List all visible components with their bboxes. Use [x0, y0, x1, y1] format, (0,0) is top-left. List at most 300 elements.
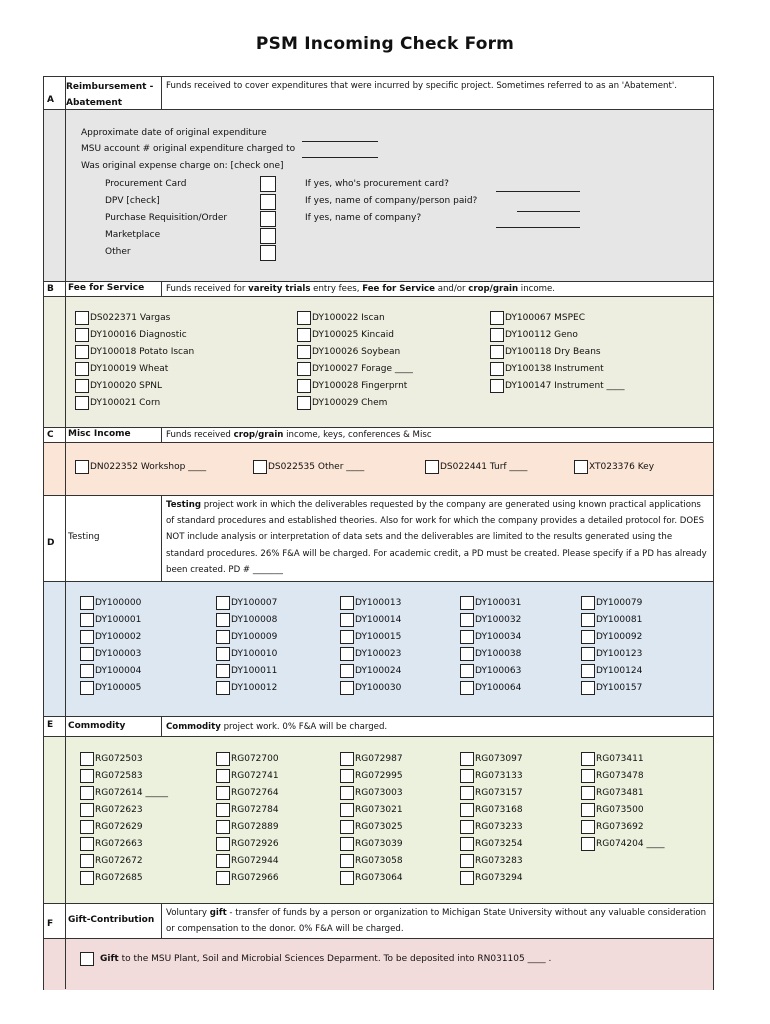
commodity-checkbox[interactable]	[340, 803, 354, 817]
commodity-code-label: RG072926	[231, 839, 279, 849]
question-dpv: If yes, name of company/person paid?	[305, 196, 478, 206]
testing-checkbox-item[interactable]	[340, 613, 401, 627]
fee-for-service-checkbox-item[interactable]	[490, 311, 585, 325]
commodity-checkbox-item[interactable]	[80, 854, 143, 868]
fee-for-service-checkbox[interactable]	[490, 379, 504, 393]
commodity-checkbox-item[interactable]	[460, 837, 523, 851]
commodity-checkbox-item[interactable]	[460, 803, 523, 817]
testing-checkbox-item[interactable]	[460, 596, 521, 610]
commodity-code-label: RG073021	[355, 805, 403, 815]
fee-for-service-checkbox[interactable]	[490, 345, 504, 359]
misc-income-checkbox[interactable]	[425, 460, 439, 474]
commodity-checkbox-item[interactable]	[216, 769, 279, 783]
fee-for-service-checkbox[interactable]	[297, 311, 311, 325]
commodity-checkbox-item[interactable]	[460, 752, 523, 766]
section-f-desc-bold: gift	[209, 908, 227, 918]
testing-checkbox-item[interactable]	[460, 613, 521, 627]
commodity-checkbox-item[interactable]	[80, 769, 143, 783]
testing-checkbox-item[interactable]	[581, 681, 642, 695]
commodity-code-label: RG072889	[231, 822, 279, 832]
commodity-checkbox-item[interactable]	[216, 803, 279, 817]
fee-for-service-checkbox[interactable]	[297, 396, 311, 410]
commodity-checkbox[interactable]	[581, 803, 595, 817]
commodity-checkbox[interactable]	[581, 820, 595, 834]
commodity-checkbox[interactable]	[340, 854, 354, 868]
commodity-checkbox-item[interactable]	[80, 752, 143, 766]
section-e-header	[44, 717, 713, 737]
testing-code-label: DY100002	[95, 632, 142, 642]
section-letter-a: A	[47, 95, 54, 105]
fee-for-service-checkbox[interactable]	[490, 328, 504, 342]
fee-for-service-checkbox-item[interactable]	[75, 311, 170, 325]
testing-checkbox-item[interactable]	[216, 647, 277, 661]
testing-code-label: DY100011	[231, 666, 278, 676]
commodity-checkbox-item[interactable]	[581, 837, 664, 851]
commodity-code-label: RG072741	[231, 771, 279, 781]
commodity-checkbox[interactable]	[216, 786, 230, 800]
commodity-checkbox[interactable]	[216, 837, 230, 851]
fee-for-service-checkbox-item[interactable]	[75, 362, 168, 376]
fee-for-service-checkbox[interactable]	[297, 345, 311, 359]
testing-checkbox[interactable]	[80, 613, 94, 627]
commodity-checkbox[interactable]	[80, 820, 94, 834]
fee-for-service-checkbox-item[interactable]	[490, 345, 601, 359]
form-title: PSM Incoming Check Form	[255, 34, 515, 54]
gift-checkbox[interactable]	[80, 952, 94, 966]
testing-checkbox-item[interactable]	[460, 681, 521, 695]
testing-checkbox-item[interactable]	[216, 681, 277, 695]
commodity-checkbox-item[interactable]	[216, 854, 279, 868]
testing-checkbox[interactable]	[460, 647, 474, 661]
testing-checkbox[interactable]	[216, 613, 230, 627]
testing-checkbox[interactable]	[340, 596, 354, 610]
testing-checkbox-item[interactable]	[216, 664, 277, 678]
testing-code-label: DY100081	[596, 615, 643, 625]
section-e-desc: project work. 0% F&A will be charged.	[220, 722, 388, 732]
fee-for-service-checkbox[interactable]	[75, 311, 89, 325]
commodity-checkbox-item[interactable]	[216, 837, 279, 851]
section-letter-column	[44, 77, 66, 989]
fee-for-service-checkbox-item[interactable]	[75, 345, 194, 359]
testing-checkbox-item[interactable]	[581, 596, 642, 610]
testing-checkbox[interactable]	[581, 647, 595, 661]
testing-checkbox[interactable]	[581, 613, 595, 627]
section-b-desc-bold-2: Fee for Service	[362, 284, 435, 294]
section-f-desc-1: Voluntary	[166, 908, 210, 918]
section-d-header	[44, 496, 713, 582]
testing-code-label: DY100014	[355, 615, 402, 625]
testing-checkbox-item[interactable]	[80, 664, 141, 678]
section-a-label-line2: Abatement	[66, 98, 123, 108]
approx-date-field[interactable]	[302, 141, 378, 142]
section-d-body	[44, 582, 713, 717]
commodity-checkbox[interactable]	[460, 769, 474, 783]
fee-for-service-checkbox-item[interactable]	[297, 311, 385, 325]
commodity-checkbox-item[interactable]	[581, 769, 644, 783]
testing-checkbox-item[interactable]	[80, 630, 141, 644]
commodity-code-label: RG073692	[596, 822, 644, 832]
testing-checkbox[interactable]	[216, 681, 230, 695]
commodity-checkbox[interactable]	[581, 837, 595, 851]
testing-checkbox-item[interactable]	[80, 596, 141, 610]
testing-checkbox-item[interactable]	[581, 630, 642, 644]
testing-checkbox-item[interactable]	[80, 613, 141, 627]
testing-checkbox-item[interactable]	[80, 647, 141, 661]
commodity-code-label: RG072685	[95, 873, 143, 883]
testing-checkbox[interactable]	[340, 630, 354, 644]
testing-code-label: DY100157	[596, 683, 643, 693]
fee-for-service-checkbox-item[interactable]	[297, 396, 387, 410]
testing-checkbox[interactable]	[80, 664, 94, 678]
gift-bold: Gift	[100, 954, 119, 964]
commodity-checkbox-item[interactable]	[340, 837, 403, 851]
fee-for-service-checkbox[interactable]	[75, 328, 89, 342]
commodity-checkbox[interactable]	[581, 769, 595, 783]
commodity-checkbox[interactable]	[80, 803, 94, 817]
section-f-description	[161, 904, 713, 938]
testing-checkbox-item[interactable]	[581, 647, 642, 661]
commodity-checkbox[interactable]	[340, 769, 354, 783]
testing-code-label: DY100032	[475, 615, 522, 625]
misc-income-code-label: DS022441 Turf ____	[440, 462, 528, 472]
testing-checkbox[interactable]	[581, 596, 595, 610]
commodity-code-label: RG073097	[475, 754, 523, 764]
section-c-label: Misc Income	[68, 429, 131, 439]
commodity-checkbox-item[interactable]	[460, 786, 523, 800]
testing-checkbox-item[interactable]	[340, 630, 401, 644]
commodity-checkbox[interactable]	[80, 786, 94, 800]
testing-checkbox-item[interactable]	[216, 630, 277, 644]
commodity-checkbox[interactable]	[460, 803, 474, 817]
testing-checkbox[interactable]	[80, 647, 94, 661]
other-checkbox[interactable]	[260, 245, 276, 261]
testing-checkbox[interactable]	[460, 630, 474, 644]
testing-checkbox[interactable]	[460, 681, 474, 695]
commodity-checkbox[interactable]	[340, 871, 354, 885]
testing-checkbox-item[interactable]	[460, 664, 521, 678]
dpv-answer-field[interactable]	[517, 211, 580, 212]
section-c-desc-2: income, keys, conferences & Misc	[283, 430, 432, 440]
commodity-code-label: RG072503	[95, 754, 143, 764]
commodity-checkbox-item[interactable]	[216, 820, 279, 834]
commodity-code-label: RG072629	[95, 822, 143, 832]
gift-text	[100, 954, 551, 964]
commodity-checkbox-item[interactable]	[216, 786, 279, 800]
commodity-checkbox[interactable]	[460, 871, 474, 885]
commodity-checkbox[interactable]	[340, 786, 354, 800]
commodity-code-label: RG072614 _____	[95, 788, 168, 798]
commodity-checkbox[interactable]	[216, 854, 230, 868]
section-b-body	[44, 297, 713, 428]
fee-for-service-checkbox[interactable]	[75, 362, 89, 376]
fee-for-service-checkbox-item[interactable]	[297, 362, 413, 376]
section-c-body	[44, 443, 713, 496]
commodity-code-label: RG072944	[231, 856, 279, 866]
misc-income-checkbox[interactable]	[75, 460, 89, 474]
section-a-label-line1: Reimbursement -	[66, 82, 154, 92]
commodity-code-label: RG072764	[231, 788, 279, 798]
testing-checkbox[interactable]	[216, 647, 230, 661]
commodity-checkbox-item[interactable]	[340, 803, 403, 817]
testing-code-label: DY100012	[231, 683, 278, 693]
commodity-code-label: RG072623	[95, 805, 143, 815]
testing-code-label: DY100079	[596, 598, 643, 608]
fee-for-service-code-label: DY100029 Chem	[312, 398, 388, 408]
section-b-desc-4: income.	[518, 284, 556, 294]
testing-checkbox[interactable]	[216, 596, 230, 610]
commodity-checkbox[interactable]	[460, 752, 474, 766]
commodity-checkbox-item[interactable]	[460, 854, 523, 868]
testing-checkbox-item[interactable]	[80, 681, 141, 695]
commodity-checkbox-item[interactable]	[460, 769, 523, 783]
commodity-checkbox[interactable]	[460, 837, 474, 851]
testing-code-label: DY100031	[475, 598, 522, 608]
option-marketplace: Marketplace	[105, 230, 161, 240]
option-dpv: DPV [check]	[105, 196, 160, 206]
msu-account-label: MSU account # original expenditure charged to	[81, 144, 296, 154]
commodity-checkbox[interactable]	[216, 803, 230, 817]
section-d-desc: project work in which the deliverables requested by the company are generated using known practical applications of standard procedures and established theories. Also for work for which the company provides a detailed protocol for. DOES NOT include analysis or interpretation of data sets and the deliverables are limited to the results generated using the standard procedures. 26% F&A will be charged. For academic credit, a PD must be created. Please specify if a PD has already been created. PD # _______	[166, 500, 707, 575]
section-b-header	[44, 282, 713, 297]
option-other: Other	[105, 247, 131, 257]
fee-for-service-checkbox-item[interactable]	[490, 379, 625, 393]
testing-checkbox-item[interactable]	[340, 681, 401, 695]
testing-checkbox[interactable]	[216, 664, 230, 678]
commodity-code-label: RG073283	[475, 856, 523, 866]
testing-code-label: DY100038	[475, 649, 522, 659]
section-f-label: Gift-Contribution	[68, 915, 155, 925]
section-letter-b: B	[47, 284, 54, 294]
commodity-checkbox[interactable]	[340, 752, 354, 766]
testing-checkbox[interactable]	[460, 613, 474, 627]
commodity-checkbox[interactable]	[340, 820, 354, 834]
fee-for-service-code-label: DY100022 Iscan	[312, 313, 385, 323]
commodity-checkbox-item[interactable]	[581, 786, 644, 800]
commodity-checkbox[interactable]	[80, 854, 94, 868]
misc-income-code-label: DS022535 Other ____	[268, 462, 365, 472]
msu-account-field[interactable]	[302, 157, 378, 158]
fee-for-service-checkbox-item[interactable]	[75, 328, 187, 342]
testing-checkbox-item[interactable]	[581, 613, 642, 627]
misc-income-checkbox-item[interactable]	[75, 460, 206, 474]
testing-checkbox[interactable]	[581, 630, 595, 644]
fee-for-service-checkbox[interactable]	[75, 379, 89, 393]
commodity-checkbox[interactable]	[460, 786, 474, 800]
section-b-description	[161, 282, 713, 296]
fee-for-service-checkbox-item[interactable]	[490, 328, 578, 342]
fee-for-service-checkbox[interactable]	[75, 345, 89, 359]
commodity-code-label: RG073133	[475, 771, 523, 781]
commodity-checkbox[interactable]	[581, 752, 595, 766]
fee-for-service-code-label: DY100112 Geno	[505, 330, 578, 340]
commodity-checkbox-item[interactable]	[80, 837, 143, 851]
fee-for-service-checkbox-item[interactable]	[75, 396, 160, 410]
commodity-checkbox[interactable]	[216, 871, 230, 885]
commodity-checkbox-item[interactable]	[340, 854, 403, 868]
section-letter-f: F	[47, 919, 54, 929]
section-c-desc-1: Funds received	[166, 430, 234, 440]
fee-for-service-checkbox[interactable]	[297, 362, 311, 376]
commodity-checkbox-item[interactable]	[216, 752, 279, 766]
fee-for-service-code-label: DY100019 Wheat	[90, 364, 169, 374]
testing-code-label: DY100063	[475, 666, 522, 676]
commodity-checkbox[interactable]	[460, 854, 474, 868]
purchase-requisition-checkbox[interactable]	[260, 211, 276, 227]
misc-income-code-label: XT023376 Key	[589, 462, 655, 472]
commodity-checkbox-item[interactable]	[340, 752, 403, 766]
commodity-checkbox[interactable]	[460, 820, 474, 834]
commodity-code-label: RG073294	[475, 873, 523, 883]
section-b-desc-2: entry fees,	[310, 284, 363, 294]
commodity-code-label: RG072672	[95, 856, 143, 866]
commodity-checkbox[interactable]	[581, 786, 595, 800]
commodity-checkbox-item[interactable]	[460, 820, 523, 834]
commodity-code-label: RG073478	[596, 771, 644, 781]
testing-checkbox[interactable]	[581, 664, 595, 678]
commodity-checkbox[interactable]	[340, 837, 354, 851]
commodity-checkbox-item[interactable]	[340, 820, 403, 834]
fee-for-service-code-label: DY100018 Potato Iscan	[90, 347, 195, 357]
fee-for-service-checkbox[interactable]	[490, 311, 504, 325]
testing-code-label: DY100007	[231, 598, 278, 608]
testing-checkbox[interactable]	[340, 681, 354, 695]
testing-code-label: DY100005	[95, 683, 142, 693]
commodity-code-label: RG072700	[231, 754, 279, 764]
testing-checkbox[interactable]	[80, 681, 94, 695]
dpv-checkbox[interactable]	[260, 194, 276, 210]
misc-income-code-label: DN022352 Workshop ____	[90, 462, 207, 472]
fee-for-service-checkbox-item[interactable]	[490, 362, 604, 376]
commodity-checkbox-item[interactable]	[80, 871, 143, 885]
commodity-code-label: RG073481	[596, 788, 644, 798]
testing-code-label: DY100064	[475, 683, 522, 693]
testing-checkbox-item[interactable]	[460, 630, 521, 644]
section-e-label: Commodity	[68, 721, 126, 731]
testing-checkbox[interactable]	[80, 596, 94, 610]
testing-checkbox-item[interactable]	[340, 596, 401, 610]
misc-income-checkbox-item[interactable]	[574, 460, 654, 474]
section-a-label	[66, 79, 153, 111]
marketplace-checkbox[interactable]	[260, 228, 276, 244]
testing-code-label: DY100008	[231, 615, 278, 625]
commodity-checkbox-item[interactable]	[460, 871, 523, 885]
commodity-code-label: RG073157	[475, 788, 523, 798]
commodity-checkbox[interactable]	[80, 837, 94, 851]
testing-code-label: DY100009	[231, 632, 278, 642]
section-b-desc-bold-1: vareity trials	[248, 284, 311, 294]
section-letter-e: E	[47, 720, 54, 730]
commodity-code-label: RG073064	[355, 873, 403, 883]
procurement-card-checkbox[interactable]	[260, 176, 276, 192]
testing-checkbox-item[interactable]	[216, 596, 277, 610]
testing-code-label: DY100092	[596, 632, 643, 642]
commodity-code-label: RG072784	[231, 805, 279, 815]
testing-checkbox-item[interactable]	[340, 664, 401, 678]
commodity-checkbox-item[interactable]	[581, 803, 644, 817]
fee-for-service-checkbox-item[interactable]	[297, 328, 394, 342]
testing-checkbox-item[interactable]	[216, 613, 277, 627]
testing-code-label: DY100024	[355, 666, 402, 676]
fee-for-service-checkbox-item[interactable]	[297, 379, 407, 393]
testing-checkbox[interactable]	[581, 681, 595, 695]
testing-checkbox[interactable]	[340, 613, 354, 627]
testing-code-label: DY100023	[355, 649, 402, 659]
misc-income-checkbox[interactable]	[574, 460, 588, 474]
fee-for-service-code-label: DY100147 Instrument ____	[505, 381, 625, 391]
purchase-answer-field[interactable]	[496, 227, 580, 228]
fee-for-service-code-label: DY100025 Kincaid	[312, 330, 394, 340]
section-letter-c: C	[47, 430, 54, 440]
testing-checkbox[interactable]	[80, 630, 94, 644]
fee-for-service-checkbox[interactable]	[297, 379, 311, 393]
commodity-checkbox[interactable]	[216, 820, 230, 834]
fee-for-service-checkbox[interactable]	[75, 396, 89, 410]
testing-checkbox[interactable]	[460, 664, 474, 678]
testing-checkbox[interactable]	[460, 596, 474, 610]
commodity-code-label: RG073058	[355, 856, 403, 866]
section-d-label: Testing	[68, 532, 100, 542]
fee-for-service-checkbox[interactable]	[297, 328, 311, 342]
commodity-checkbox[interactable]	[80, 752, 94, 766]
fee-for-service-code-label: DY100021 Corn	[90, 398, 161, 408]
section-a-description: Funds received to cover expenditures that were incurred by specific project. Sometimes referred to as an 'Abatement'.	[161, 77, 713, 109]
testing-checkbox-item[interactable]	[581, 664, 642, 678]
commodity-code-label: RG073025	[355, 822, 403, 832]
section-f-desc-2: - transfer of funds by a person or organization to Michigan State University without any valuable consideration or compensation to the donor. 0% F&A will be charged.	[166, 908, 707, 935]
commodity-code-label: RG073233	[475, 822, 523, 832]
check-form	[43, 76, 714, 990]
commodity-checkbox-item[interactable]	[80, 820, 143, 834]
gift-checkbox-item[interactable]	[80, 952, 551, 966]
testing-checkbox[interactable]	[340, 647, 354, 661]
fee-for-service-checkbox[interactable]	[490, 362, 504, 376]
commodity-checkbox-item[interactable]	[340, 786, 403, 800]
testing-checkbox[interactable]	[216, 630, 230, 644]
fee-for-service-checkbox-item[interactable]	[75, 379, 162, 393]
section-a-body	[44, 110, 713, 282]
misc-income-checkbox-item[interactable]	[425, 460, 527, 474]
commodity-checkbox-item[interactable]	[581, 752, 644, 766]
testing-checkbox-item[interactable]	[340, 647, 401, 661]
question-purchase: If yes, name of company?	[305, 213, 422, 223]
commodity-checkbox[interactable]	[216, 752, 230, 766]
section-e-body	[44, 737, 713, 904]
commodity-checkbox[interactable]	[80, 769, 94, 783]
section-d-desc-bold: Testing	[166, 500, 201, 510]
section-b-label: Fee for Service	[68, 283, 145, 293]
commodity-checkbox-item[interactable]	[80, 786, 168, 800]
testing-code-label: DY100013	[355, 598, 402, 608]
commodity-checkbox-item[interactable]	[581, 820, 644, 834]
testing-code-label: DY100034	[475, 632, 522, 642]
misc-income-checkbox[interactable]	[253, 460, 267, 474]
section-e-description	[161, 717, 713, 736]
testing-checkbox[interactable]	[340, 664, 354, 678]
commodity-checkbox-item[interactable]	[80, 803, 143, 817]
commodity-checkbox[interactable]	[80, 871, 94, 885]
commodity-checkbox-item[interactable]	[216, 871, 279, 885]
fee-for-service-checkbox-item[interactable]	[297, 345, 400, 359]
section-f-body	[44, 939, 713, 990]
section-letter-d: D	[47, 538, 55, 548]
testing-checkbox-item[interactable]	[460, 647, 521, 661]
fee-for-service-code-label: DS022371 Vargas	[90, 313, 171, 323]
commodity-checkbox-item[interactable]	[340, 769, 403, 783]
procurement-answer-field[interactable]	[496, 191, 580, 192]
misc-income-checkbox-item[interactable]	[253, 460, 364, 474]
commodity-checkbox[interactable]	[216, 769, 230, 783]
commodity-checkbox-item[interactable]	[340, 871, 403, 885]
